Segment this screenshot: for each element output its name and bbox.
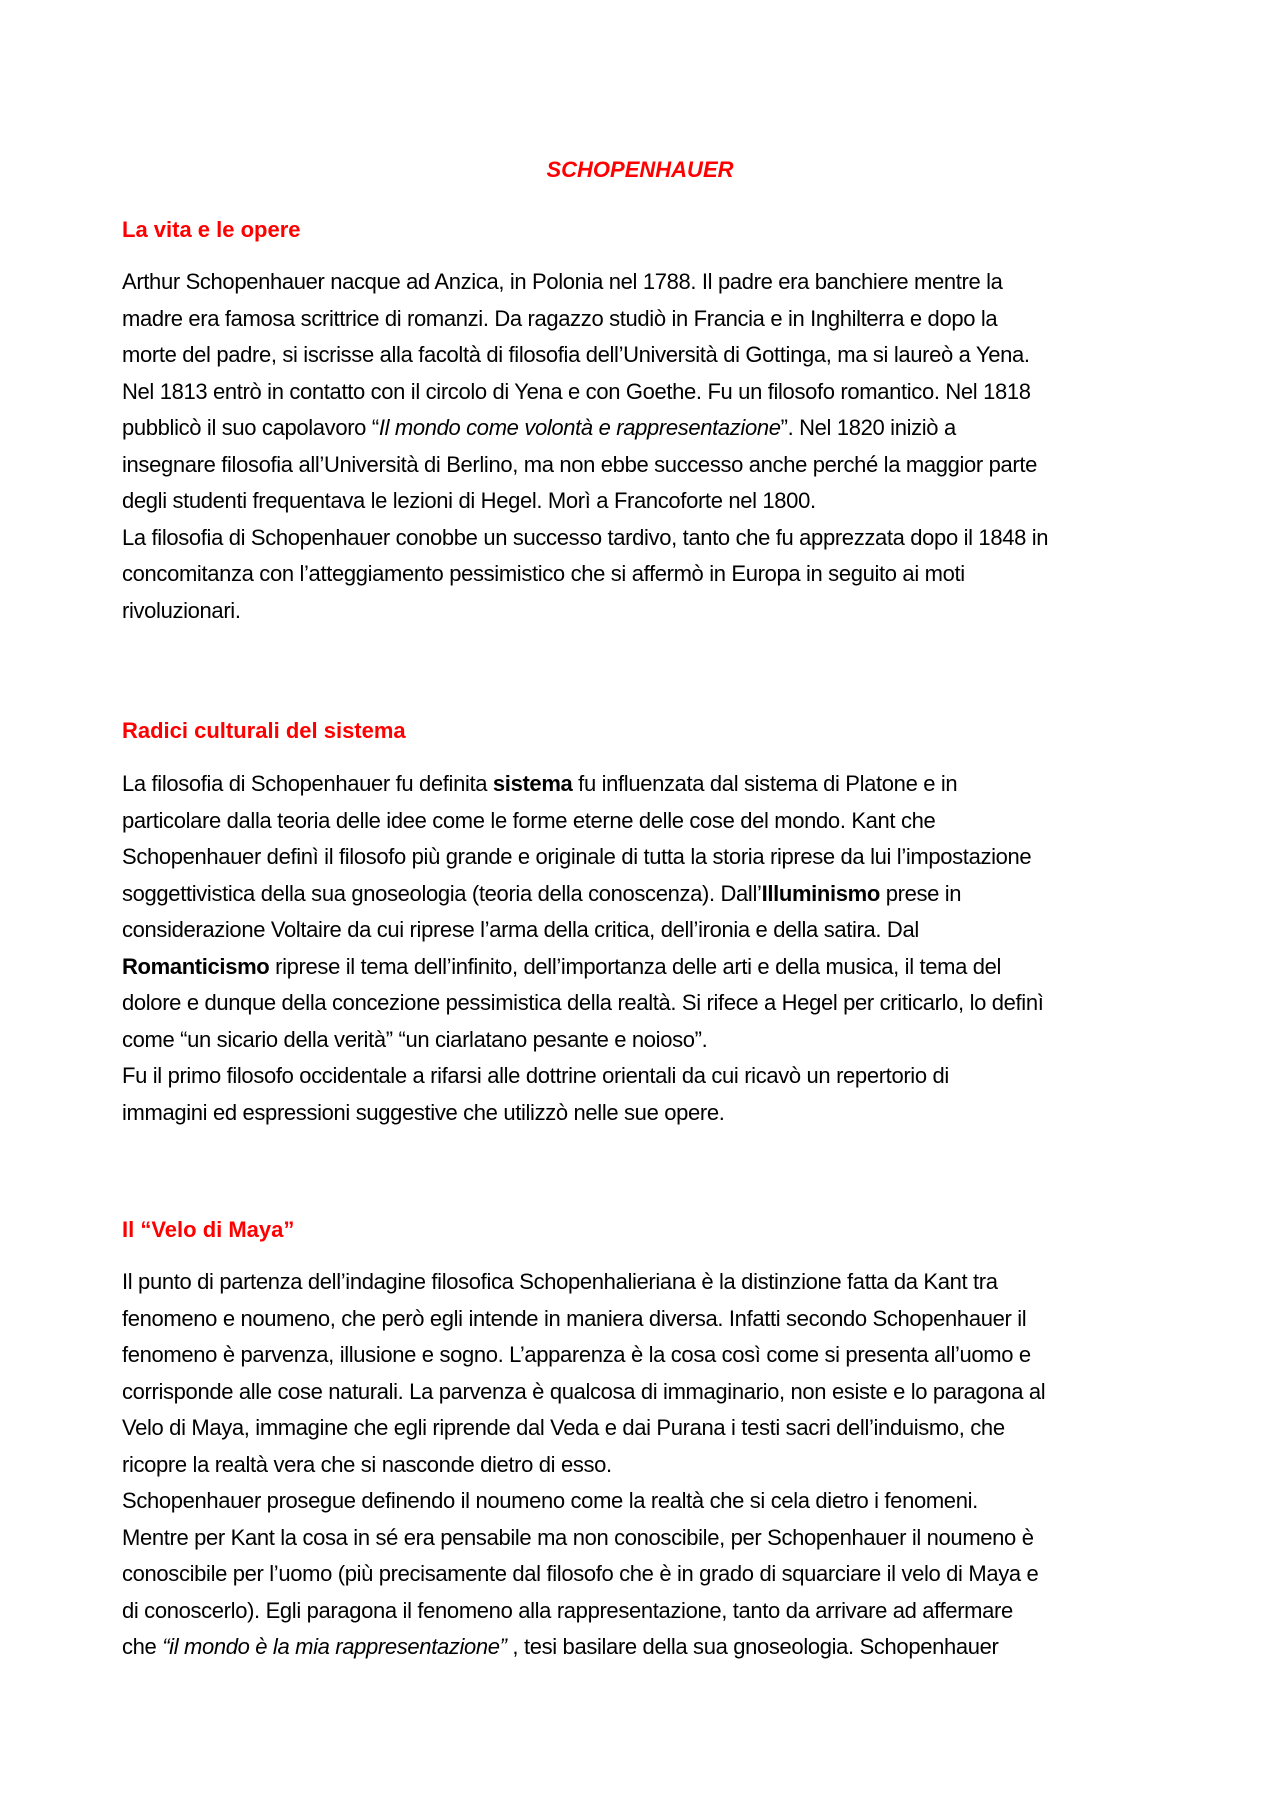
text-line: morte del padre, si iscrisse alla facoltà di filosofia dell’Università di Gottinga, ma si laureò a Yena. <box>122 342 1030 367</box>
text-run: fu influenzata dal sistema di Platone e in <box>572 771 958 796</box>
text-run: ”. Nel 1820 iniziò a <box>780 415 956 440</box>
text-line: Schopenhauer prosegue definendo il noumeno come la realtà che si cela dietro i fenomeni. <box>122 1488 978 1513</box>
text-line <box>122 766 1162 803</box>
text-line <box>122 410 1162 447</box>
text-run: pubblicò il suo capolavoro “ <box>122 415 379 440</box>
bold-term: Romanticismo <box>122 953 270 979</box>
text-line: immagini ed espressioni suggestive che utilizzò nelle sue opere. <box>122 1099 725 1125</box>
text-run: La filosofia di Schopenhauer fu definita <box>122 771 493 796</box>
text-line: ricopre la realtà vera che si nasconde dietro di esso. <box>122 1451 612 1477</box>
text-line: degli studenti frequentava le lezioni di Hegel. Morì a Francoforte nel 1800. <box>122 488 816 513</box>
text-line: di conoscerlo). Egli paragona il fenomeno alla rappresentazione, tanto da arrivare ad affermare <box>122 1597 1013 1623</box>
text-line: La filosofia di Schopenhauer conobbe un successo tardivo, tanto che fu apprezzata dopo il 1848 in <box>122 524 1049 550</box>
text-line: Nel 1813 entrò in contatto con il circolo di Yena e con Goethe. Fu un filosofo romantico. Nel 1818 <box>122 378 1031 404</box>
text-line: rivoluzionari. <box>122 597 241 623</box>
text-line: corrisponde alle cose naturali. La parvenza è qualcosa di immaginario, non esiste e lo paragona al <box>122 1378 1046 1404</box>
text-line: dolore e dunque della concezione pessimistica della realtà. Si rifece a Hegel per criticarlo, lo definì <box>122 990 1044 1015</box>
text-run: , tesi basilare della sua gnoseologia. Schopenhauer <box>506 1634 999 1659</box>
text-line: fenomeno e noumeno, che però egli intende in maniera diversa. Infatti secondo Schopenhauer il <box>122 1305 1027 1331</box>
document-title: SCHOPENHAUER <box>546 157 734 182</box>
text-line <box>122 1629 1162 1666</box>
text-line <box>122 876 1162 913</box>
section-heading-vita: La vita e le opere <box>122 217 301 242</box>
text-line: insegnare filosofia all’Università di Berlino, ma non ebbe successo anche perché la maggior parte <box>122 451 1038 477</box>
text-line: Arthur Schopenhauer nacque ad Anzica, in Polonia nel 1788. Il padre era banchiere mentre la <box>122 269 1003 294</box>
text-line: come “un sicario della verità” “un ciarlatano pesante e noioso”. <box>122 1026 708 1052</box>
text-run: riprese il tema dell’infinito, dell’importanza delle arti e della musica, il tema del <box>269 953 1002 979</box>
section-paragraph-vita <box>122 264 1162 629</box>
italic-quote: “il mondo è la mia rappresentazione” <box>162 1634 507 1659</box>
text-line: madre era famosa scrittrice di romanzi. Da ragazzo studiò in Francia e in Inghilterra e dopo la <box>122 305 998 331</box>
text-line: considerazione Voltaire da cui riprese l’arma della critica, dell’ironia e della satira. Dal <box>122 917 919 942</box>
section-paragraph-radici <box>122 766 1162 1131</box>
text-line: particolare dalla teoria delle idee come le forme eterne delle cose del mondo. Kant che <box>122 807 936 833</box>
text-line <box>122 949 1162 986</box>
text-line: Il punto di partenza dell’indagine filosofica Schopenhalieriana è la distinzione fatta da Kant tra <box>122 1269 998 1294</box>
italic-work-title: Il mondo come volontà e rappresentazione <box>378 415 781 440</box>
bold-term: sistema <box>492 771 573 796</box>
text-run: soggettivistica della sua gnoseologia (teoria della conoscenza). Dall’ <box>122 880 762 906</box>
section-heading-velo-di-maya: Il “Velo di Maya” <box>122 1217 295 1242</box>
text-line: Mentre per Kant la cosa in sé era pensabile ma non conoscibile, per Schopenhauer il noumeno è <box>122 1524 1034 1550</box>
section-paragraph-velo-di-maya <box>122 1264 1162 1666</box>
text-run: prese in <box>879 880 962 906</box>
section-heading-radici: Radici culturali del sistema <box>122 718 406 743</box>
bold-term: Illuminismo <box>761 880 880 906</box>
text-line: conoscibile per l’uomo (più precisamente dal filosofo che è in grado di squarciare il velo di Maya e <box>122 1561 1039 1586</box>
text-line: Schopenhauer definì il filosofo più grande e originale di tutta la storia riprese da lui l’impostazione <box>122 844 1032 869</box>
text-line: fenomeno è parvenza, illusione e sogno. L’apparenza è la cosa così come si presenta all’uomo e <box>122 1342 1031 1367</box>
text-line: Fu il primo filosofo occidentale a rifarsi alle dottrine orientali da cui ricavò un repertorio di <box>122 1063 949 1088</box>
text-line: concomitanza con l’atteggiamento pessimistico che si affermò in Europa in seguito ai moti <box>122 561 965 586</box>
text-line: Velo di Maya, immagine che egli riprende dal Veda e dai Purana i testi sacri dell’induismo, che <box>122 1415 1005 1440</box>
text-run: che <box>122 1634 163 1659</box>
